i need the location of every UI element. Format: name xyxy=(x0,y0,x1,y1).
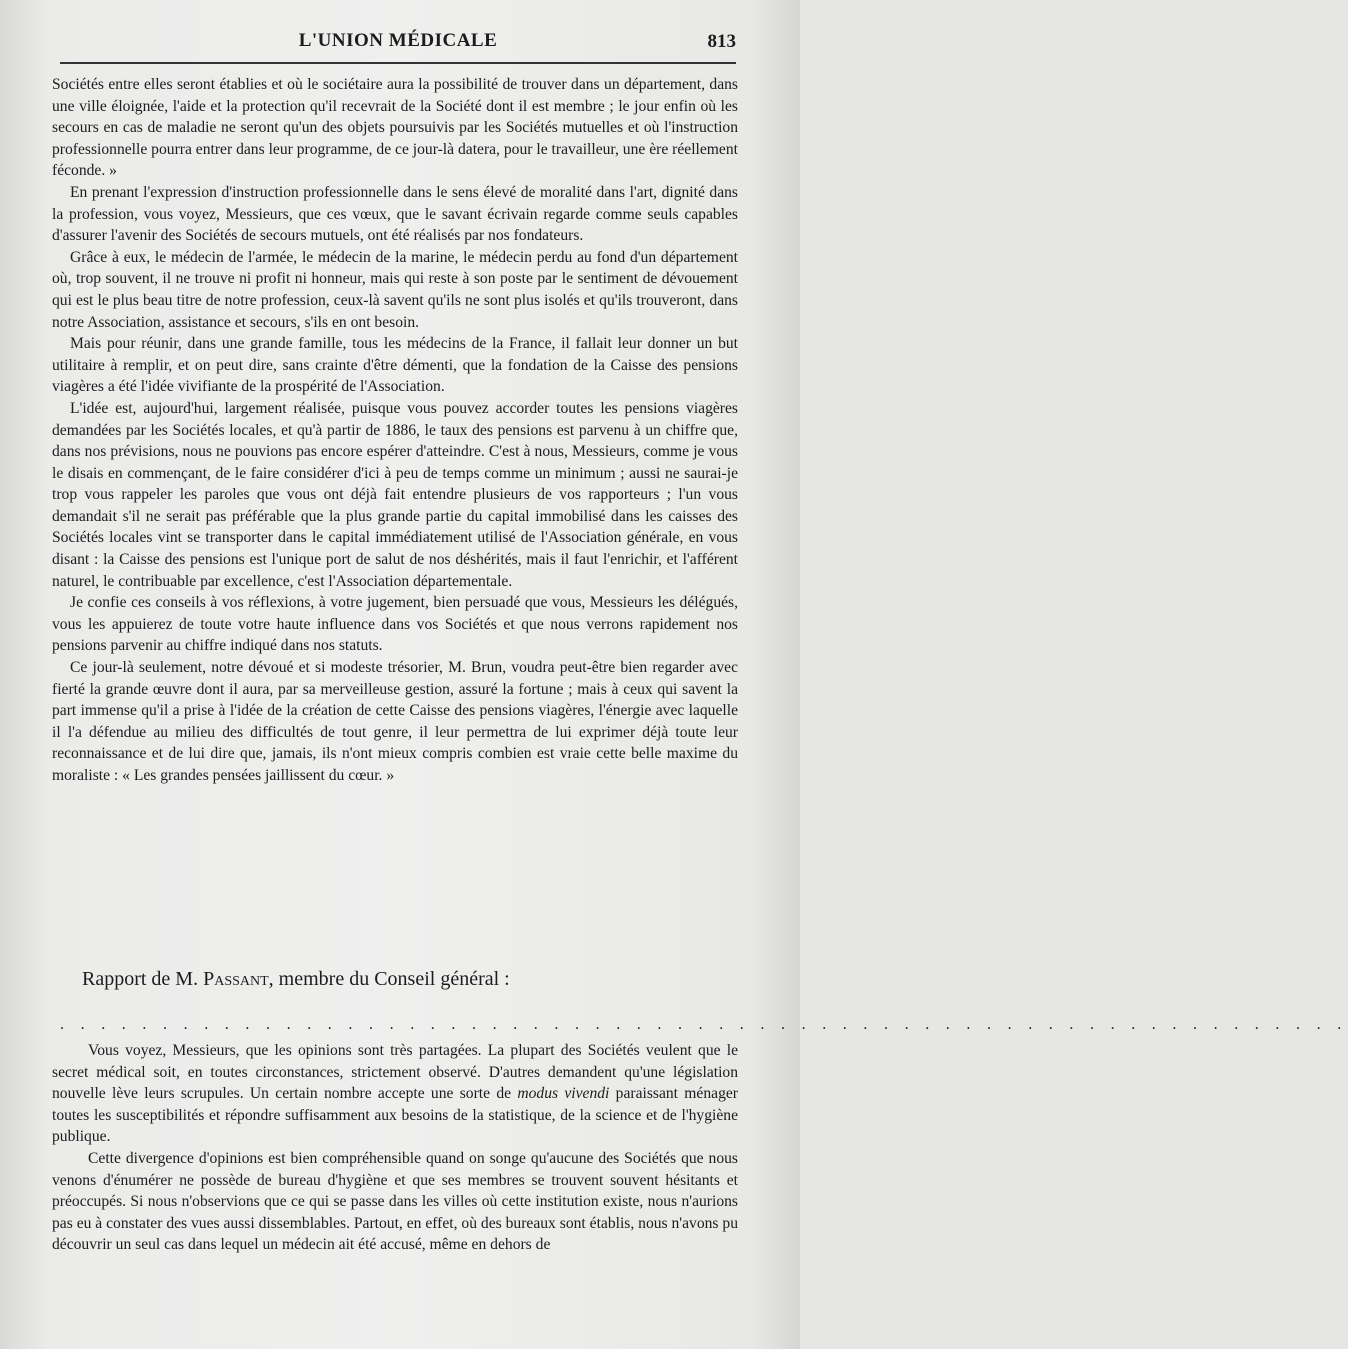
heading-prefix: Rapport de M. xyxy=(82,968,204,990)
paragraph: Grâce à eux, le médecin de l'armée, le médecin de la marine, le médecin perdu au fond d'un département où, trop souvent, il ne trouve ni profit ni honneur, mais qui reste à son poste par le sentiment de dévouement qui est le plus beau titre de notre profession, ceux-là savent qu'ils ne sont plus isolés et qu'ils trouveront, dans notre Association, assistance et secours, s'ils en ont besoin. xyxy=(52,248,738,331)
paragraph: Cette divergence d'opinions est bien compréhensible quand on songe qu'aucune des Sociétés que nous venons d'énumérer ne possède de bureau d'hygiène et que ses membres se trouvent souvent hésitants et préoccupés. Si nous n'observions que ce qui se passe dans les villes où cette institution existe, nous n'aurions pas eu à constater des vues aussi dissemblables. Partout, en effet, où des bureaux sont établis, nous n'avons pu découvrir un seul cas dans lequel un médecin ait été accusé, même en dehors de xyxy=(52,1149,738,1254)
running-title: L'UNION MÉDICALE xyxy=(298,30,498,51)
heading-suffix: , membre du Conseil général : xyxy=(268,968,510,990)
paragraph-part: paraissant ménager toutes les susceptibilités et répondre suffisamment aux besoins de la statistique, de la science et de l'hygiène publique. xyxy=(52,1085,738,1146)
paragraph: Ce jour-là seulement, notre dévoué et si modeste trésorier, M. Brun, voudra peut-être bien regarder avec fierté la grande œuvre dont il aura, par sa merveilleuse gestion, assuré la fortune ; mais à ceux qui savent la part immense qu'il a prise à l'idée de la création de cette Caisse des pensions viagères, l'énergie avec laquelle il l'a défendue au milieu des difficultés de tout genre, il leur permettra de lui exprimer déjà toute leur reconnaissance et de lui dire que, jamais, ils n'ont mieux compris combien est vraie cette belle maxime du moraliste : « Les grandes pensées jaillissent du cœur. » xyxy=(52,659,738,784)
page-number: 813 xyxy=(707,31,736,52)
header-rule xyxy=(60,62,736,64)
paragraph: L'idée est, aujourd'hui, largement réalisée, puisque vous pouvez accorder toutes les pensions viagères demandées par les Sociétés locales, et qu'à partir de 1886, le taux des pensions est parvenu à un chiffre que, dans nos prévisions, nous ne pouvions pas encore espérer d'atteindre. C'est à nous, Messieurs, comme je vous le disais en commençant, de le faire considérer d'ici à peu de temps comme un minimum ; aussi ne saurai-je trop vous rappeler les paroles que vous ont déjà fait entendre plusieurs de vos rapporteurs ; l'un vous demandait s'il ne serait pas préférable que la plus grande partie du capital immobilisé dans les caisses des Sociétés locales vint se transporter dans le capital immédiatement utilisé de l'Association générale, en vous disant : la Caisse des pensions est l'unique port de salut de nos déshérités, mais il faut l'enrichir, et l'afférent naturel, le contribuable par excellence, c'est l'Association départementale. xyxy=(52,399,738,590)
paragraph: Mais pour réunir, dans une grande famille, tous les médecins de la France, il fallait leur donner un but utilitaire à remplir, et on peut dire, sans crainte d'être démenti, que la fondation de la Caisse des pensions viagères a été l'idée vivifiante de la prospérité de l'Association. xyxy=(52,335,738,396)
paragraph: Je confie ces conseils à vos réflexions, à votre jugement, bien persuadé que vous, Messieurs les délégués, vous les appuierez de toute votre haute influence dans vos Sociétés et que nous verrons rapidement nos pensions parvenir au chiffre indiqué dans nos statuts. xyxy=(52,594,738,655)
body-text-section xyxy=(52,1040,738,1256)
heading-name: Passant xyxy=(203,968,269,990)
section-heading xyxy=(82,968,722,991)
elision-dots: . . . . . . . . . . . . . . . . . . . . . . . . . . . . . . . . . . . . . . . . . . . . . . . . . . . . . . . . . . . . . . . xyxy=(60,1016,1348,1033)
paragraph xyxy=(52,1040,738,1148)
page-header xyxy=(60,28,736,58)
paragraph: En prenant l'expression d'instruction professionnelle dans le sens élevé de moralité dans l'art, dignité dans la profession, vous voyez, Messieurs, que ces vœux, que le savant écrivain regarde comme seuls capables d'assurer l'avenir des Sociétés de secours mutuels, ont été réalisés par nos fondateurs. xyxy=(52,183,738,245)
latin-phrase: modus vivendi xyxy=(517,1085,610,1103)
body-text xyxy=(52,74,738,787)
paragraph: Sociétés entre elles seront établies et où le sociétaire aura la possibilité de trouver dans un département, dans une ville éloignée, l'aide et la protection qu'il recevrait de la Société dont il est membre ; le jour enfin où les secours en cas de maladie ne seront qu'un des objets poursuivis par les Sociétés mutuelles et où l'instruction professionnelle pourra entrer dans leur programme, de ce jour-là datera, pour le travailleur, une ère réellement féconde. » xyxy=(52,76,738,180)
paragraph-part: Vous voyez, Messieurs, que les opinions sont très partagées. La plupart des Sociétés veulent que le secret médical soit, en toutes circonstances, strictement observé. D'autres demandent qu'une législation nouvelle lève leurs scrupules. Un certain nombre accepte une sorte de xyxy=(52,1042,738,1103)
